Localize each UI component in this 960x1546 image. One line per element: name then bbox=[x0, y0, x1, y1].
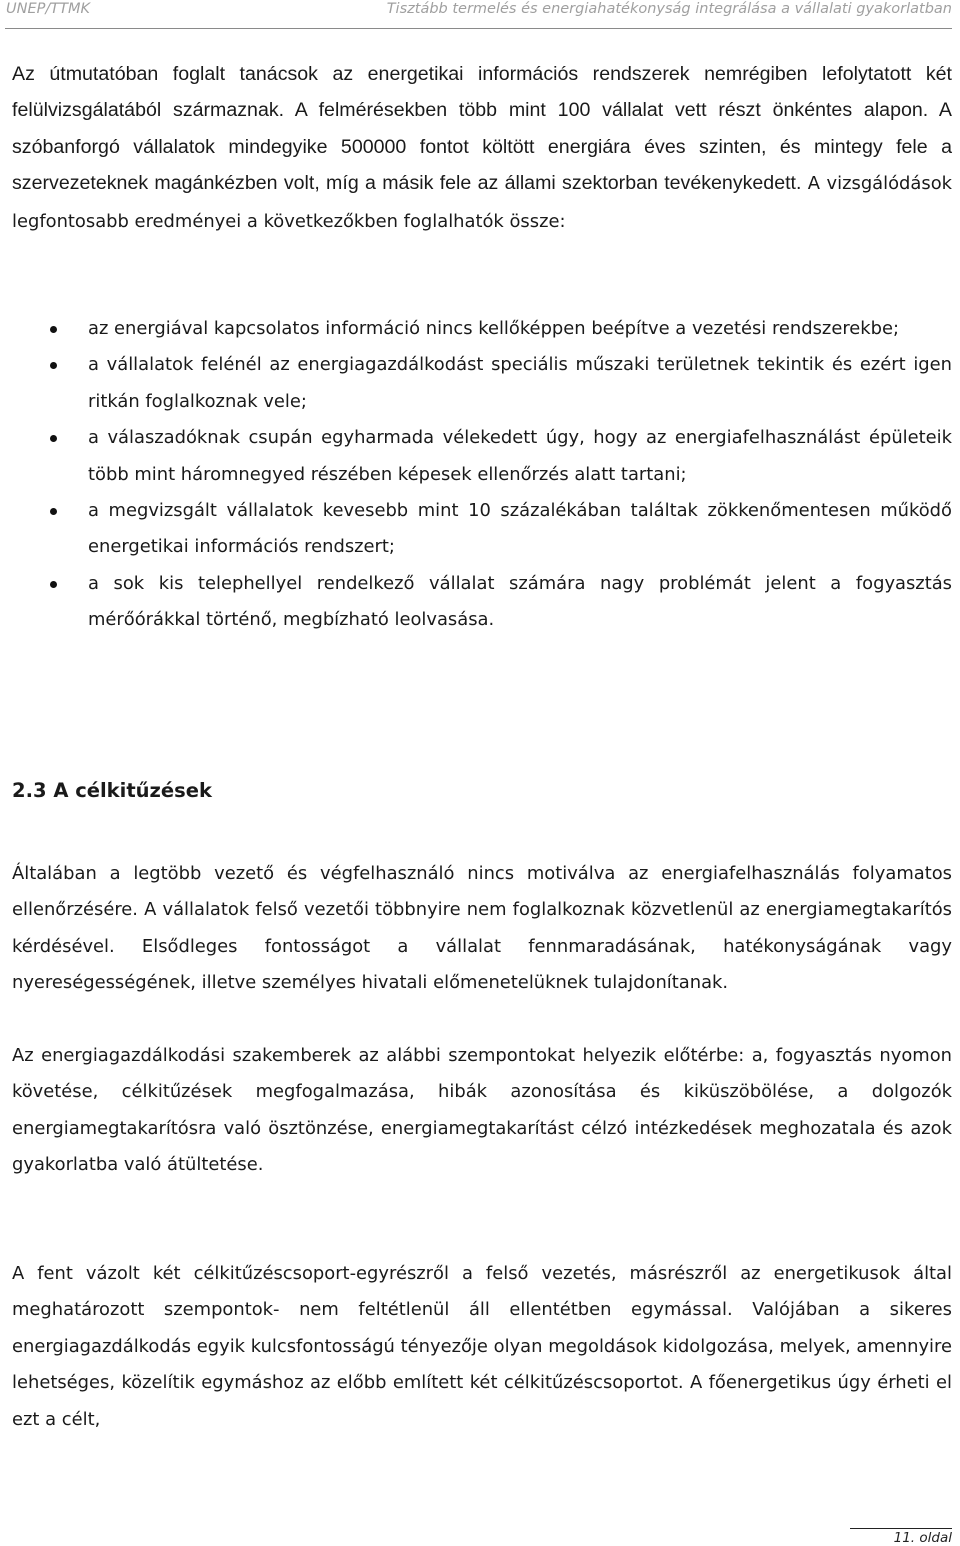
intro-paragraph-text: Az útmutatóban foglalt tanácsok az energetikai információs rendszerek nemrégiben lefolytatott két felülvizsgálatából származnak. A felmérésekben több mint 100 vállalat vett részt önkéntes alapon. A szóbanforgó vállalatok mindegyike 500000 fontot költött energiára éves szinten, és mintegy fele a szervezeteknek magánkézben volt, míg a másik fele az állami szektorban tevékenykedett. bbox=[12, 63, 952, 195]
findings-list bbox=[0, 311, 952, 639]
list-item-text: a megvizsgált vállalatok kevesebb mint 10 százalékában találtak zökkenőmentesen működő energetikai információs rendszert; bbox=[88, 500, 952, 558]
section-heading: 2.3 A célkitűzések bbox=[12, 779, 212, 802]
list-item bbox=[0, 347, 952, 420]
running-header bbox=[5, 0, 952, 29]
bullet-icon bbox=[50, 362, 57, 369]
bullet-icon bbox=[50, 326, 57, 333]
body-paragraph-objectives: A fent vázolt két célkitűzéscsoport-egyrészről a felső vezetés, másrészről az energetikusok által meghatározott szempontok- nem feltétlenül áll ellentétben egymással. Valójában a sikeres energiagazdálkodás egyik kulcsfontosságú tényezője olyan megoldások kidolgozása, melyek, amennyire lehetséges, közelítik egymáshoz az előbb említett két célkitűzéscsoportot. A főenergetikus úgy érheti el ezt a célt, bbox=[12, 1263, 952, 1430]
header-document-title: Tisztább termelés és energiahatékonyság integrálása a vállalati gyakorlatban bbox=[386, 1, 952, 17]
page-number: 11. oldal bbox=[850, 1528, 952, 1546]
list-item bbox=[0, 566, 952, 639]
body-paragraph-motivation: Általában a legtöbb vezető és végfelhasználó nincs motiválva az energiafelhasználás folyamatos ellenőrzésére. A vállalatok felső vezetői többnyire nem foglalkoznak közvetlenül az energiamegtakarítós kérdésével. Elsődleges fontosságot a vállalat fennmaradásának, hatékonyságának vagy nyereségességének, illetve személyes hivatali előmenetelüknek tulajdonítanak. bbox=[12, 863, 952, 994]
list-item bbox=[0, 420, 952, 493]
list-item-text: a válaszadóknak csupán egyharmada vélekedett úgy, hogy az energiafelhasználást épületeik több mint háromnegyed részében képesek ellenőrzés alatt tartani; bbox=[88, 427, 952, 485]
intro-summary-lead: A vizsgálódások legfontosabb eredményei a következőkben foglalhatók össze: bbox=[12, 173, 953, 232]
list-item bbox=[0, 311, 952, 347]
list-item-text: az energiával kapcsolatos információ nincs kellőképpen beépítve a vezetési rendszerekbe; bbox=[88, 318, 900, 339]
bullet-icon bbox=[50, 508, 57, 515]
bullet-icon bbox=[50, 435, 57, 442]
intro-paragraph bbox=[12, 56, 952, 240]
list-item bbox=[0, 493, 952, 566]
body-paragraph-priorities: Az energiagazdálkodási szakemberek az alábbi szempontokat helyezik előtérbe: a, fogyasztás nyomon követése, célkitűzések megfogalmazása, hibák azonosítása és kiküszöbölése, a dolgozók energiamegtakarítósra való ösztönzése, energiamegtakarítást célzó intézkedések meghozatala és azok gyakorlatba való átültetése. bbox=[12, 1045, 952, 1176]
header-organization: UNEP/TTMK bbox=[6, 1, 90, 17]
list-item-text: a sok kis telephellyel rendelkező vállalat számára nagy problémát jelent a fogyasztás mérőórákkal történő, megbízható leolvasása. bbox=[88, 572, 952, 631]
list-item-text: a vállalatok felénél az energiagazdálkodást speciális műszaki területnek tekintik és ezért igen ritkán foglalkoznak vele; bbox=[88, 354, 952, 412]
bullet-icon bbox=[50, 581, 57, 588]
